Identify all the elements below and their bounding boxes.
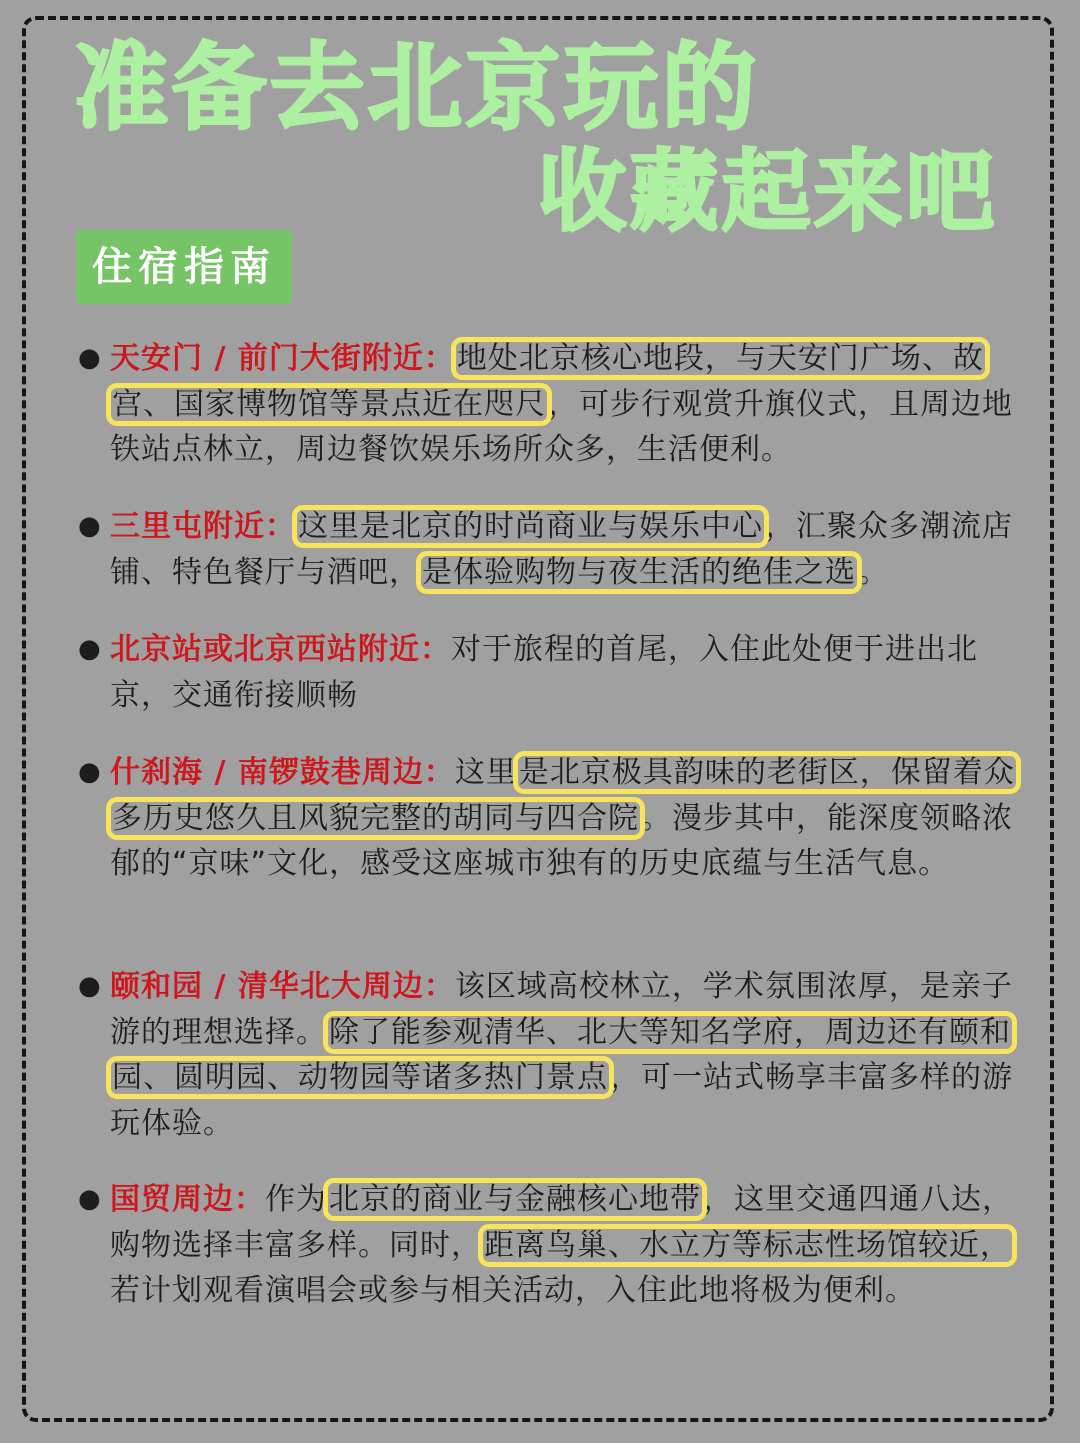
bullet-icon: ●	[78, 343, 102, 373]
location-label: 什刹海 / 南锣鼓巷周边：	[110, 755, 455, 790]
list-item	[78, 1177, 1023, 1314]
highlighted-text: 是北京极具韵味的老街区，保留着众多历史悠久且风貌完整的胡同与四合院	[112, 755, 1015, 836]
location-label: 颐和园 / 清华北大周边：	[110, 969, 455, 1004]
highlighted-text: 是体验购物与夜生活的绝佳之选	[422, 554, 856, 590]
description-text: ，可步行观赏升旗仪式，且周边地铁站点林立，周边餐饮娱乐场所众多，生活便利。	[110, 386, 1013, 467]
description-text: ，汇聚众多潮流店铺、特色餐厅与酒吧，	[110, 509, 1013, 590]
location-label: 北京站或北京西站附近：	[110, 632, 451, 667]
description-text: ，这里交通四通八达，购物选择丰富多样。同时，	[110, 1182, 1013, 1263]
location-label: 国贸周边：	[110, 1182, 265, 1217]
description-text: 这里	[454, 755, 517, 790]
list-item	[78, 627, 1023, 718]
list-item	[78, 750, 1023, 887]
description-text: 。漫步其中，能深度领略浓郁的“京味”文化，感受这座城市独有的历史底蕴与生活气息。	[110, 800, 1013, 881]
location-label: 天安门 / 前门大街附近：	[110, 341, 455, 376]
bullet-icon: ●	[78, 1184, 102, 1214]
highlighted-text: 地处北京核心地段，与天安门广场、故宫、国家博物馆等景点近在咫尺	[112, 341, 984, 422]
bullet-icon: ●	[78, 971, 102, 1001]
description-text: 该区域高校林立，学术氛围浓厚，是亲子游的理想选择。	[110, 969, 1013, 1050]
bullet-icon: ●	[78, 634, 102, 664]
list-item	[78, 964, 1023, 1146]
title-line-2: 收藏起来吧	[538, 140, 999, 243]
highlighted-text: 北京的商业与金融核心地带	[329, 1182, 701, 1217]
description-text: ，可一站式畅享丰富多样的游玩体验。	[110, 1060, 1013, 1141]
bullet-icon: ●	[78, 511, 102, 541]
bullet-icon: ●	[78, 757, 102, 787]
list-item	[78, 504, 1023, 595]
section-badge: 住宿指南	[76, 230, 292, 304]
description-text: 。	[858, 554, 889, 590]
description-text: 对于旅程的首尾，入住此处便于进出北京，交通衔接顺畅	[110, 632, 978, 713]
highlighted-text: 这里是北京的时尚商业与娱乐中心	[298, 509, 763, 544]
location-label: 三里屯附近：	[110, 509, 296, 544]
description-text: 若计划观看演唱会或参与相关活动，入住此地将极为便利。	[110, 1273, 916, 1308]
description-text: 作为	[265, 1182, 327, 1217]
title-line-1: 准备去北京玩的	[74, 34, 761, 143]
list-item	[78, 336, 1023, 473]
highlighted-text: 除了能参观清华、北大等知名学府，周边还有颐和园、圆明园、动物园等诸多热门景点	[112, 1014, 1011, 1095]
highlighted-text: 距离鸟巢、水立方等标志性场馆较近，	[484, 1227, 1011, 1263]
